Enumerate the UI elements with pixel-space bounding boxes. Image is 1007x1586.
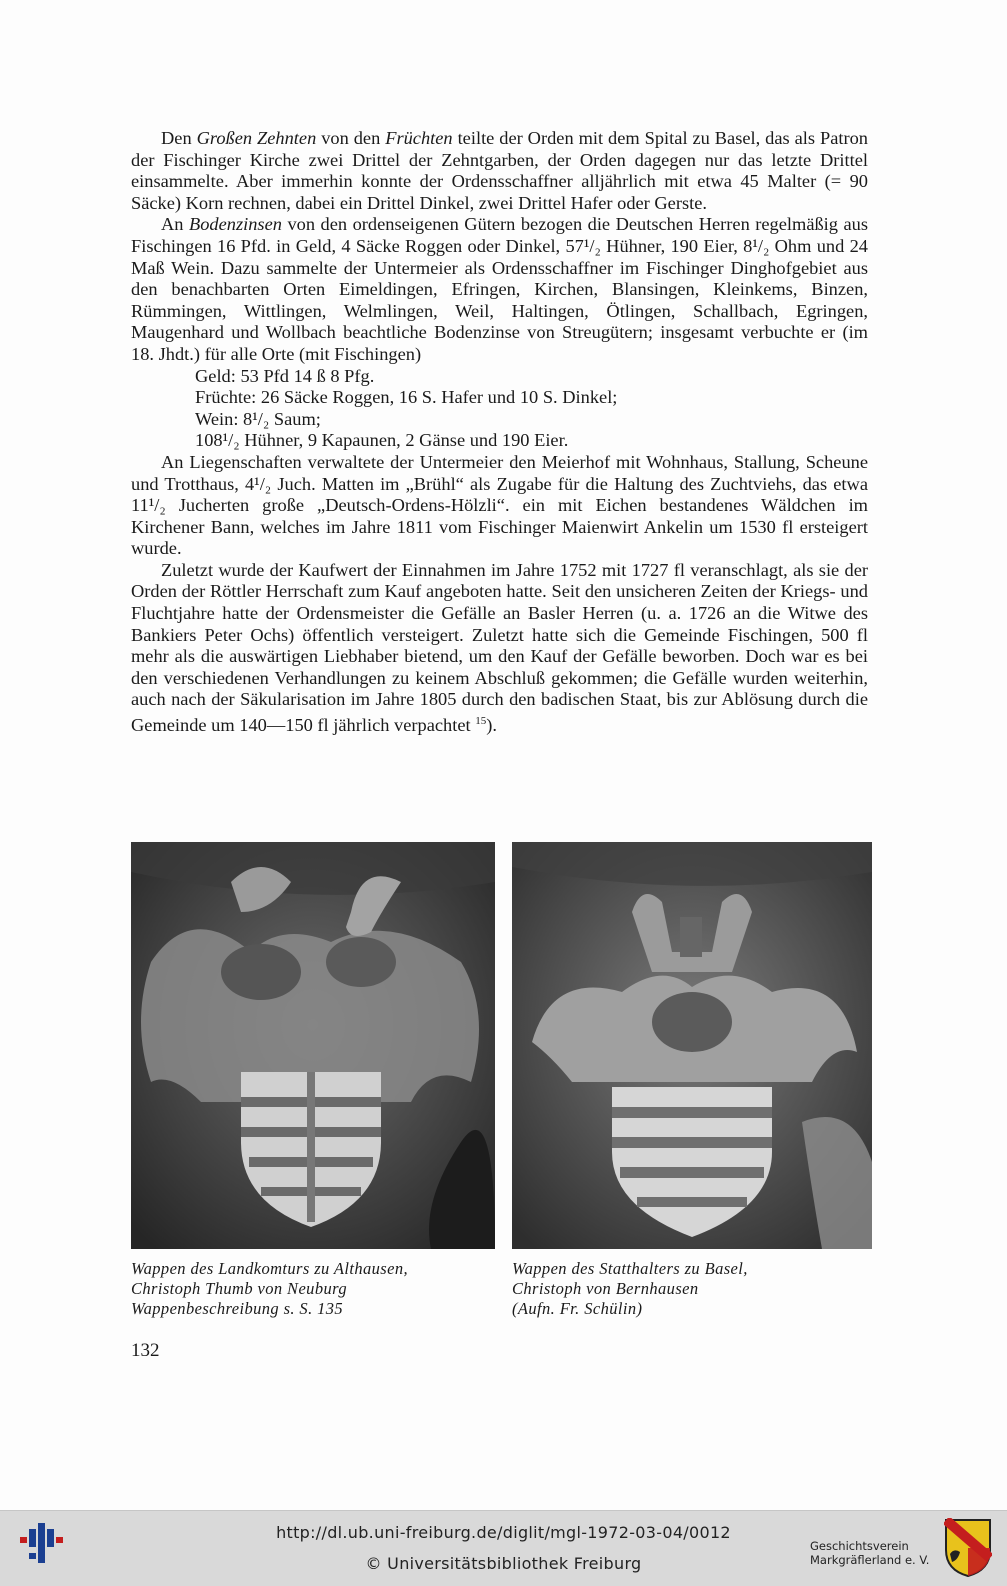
emphasis-fruechten: Früchten (385, 128, 453, 148)
list-item: Früchte: 26 Säcke Roggen, 16 S. Hafer und 10 S. Dinkel; (195, 387, 618, 408)
revenue-list (131, 366, 868, 452)
emphasis-grossen-zehnten: Großen Zehnten (196, 128, 317, 148)
paragraph-kaufwert: Zuletzt wurde der Kaufwert der Einnahmen im Jahre 1752 mit 1727 fl veranschlagt, als sie der Orden der Röttler Herrschaft zum Kauf angeboten hatte. Seit den unsicheren Zeiten der Kriegs- und Fluchtjahre hatte der Ordensmeister die Gefälle an Basler Herren (u. a. 1726 an die Witwe des Bankiers Peter Ochs) öffentlich versteigert. Zuletzt hatte sich die Gemeinde Fischingen, 500 fl mehr als die auswärtigen Liebhaber bietend, um den Kauf der Gefälle beworben. Doch war es bei den verschiedenen Verhandlungen zu keinem Abschluß gekommen; die Gefälle wurden weiterhin, auch nach der Säkularisation im Jahre 1805 durch den badischen Staat, bis zur Ablösung durch die Gemeinde um 140—150 fl jährlich verpachtet $^{15}$). (131, 559, 868, 736)
page-number: 132 (131, 1340, 160, 1361)
list-item: Geld: 53 Pfd 14 ß 8 Pfg. (195, 365, 375, 386)
footnote-reference: 15 (475, 715, 487, 728)
footer-copyright: © Universitätsbibliothek Freiburg (365, 1554, 642, 1573)
emphasis-bodenzinsen: Bodenzinsen (188, 214, 282, 235)
society-name: Geschichtsverein Markgräflerland e. V. (810, 1539, 930, 1567)
society-crest-icon (944, 1518, 992, 1578)
footer-bar (0, 1510, 1007, 1586)
list-item: 108¹/₂ Hühner, 9 Kapaunen, 2 Gänse und 190 Eier. (195, 430, 569, 451)
paragraph-bodenzinsen: An Bodenzinsen von den ordenseigenen Gütern bezogen die Deutschen Herren regelmäßig aus Fischingen 16 Pfd. in Geld, 4 Säcke Roggen oder Dinkel, 57¹/₂ Hühner, 190 Eier, 8¹/₂ Ohm und 24 Maß Wein. Dazu sammelte der Untermeier als Ordensschaffner im Fischinger Dinghofgebiet aus den benachbarten Orten Eimeldingen, Efringen, Kirchen, Blansingen, Kleinkems, Binzen, Rümmingen, Wittlingen, Welmlingen, Weil, Haltingen, Ötlingen, Schallbach, Egringen, Maugenhard und Wollbach beachtliche Bodenzinse von Streugütern; insgesamt verbuchte er (im 18. Jhdt.) für alle Orte (mit Fischingen) (131, 214, 869, 364)
list-item: Wein: 8¹/₂ Saum; (195, 408, 321, 429)
photo-coat-of-arms-bernhausen (512, 842, 872, 1249)
footer-url[interactable]: http://dl.ub.uni-freiburg.de/diglit/mgl-1972-03-04/0012 (276, 1523, 731, 1542)
body-text (131, 128, 868, 737)
paragraph-liegenschaften: An Liegenschaften verwaltete der Untermeier den Meierhof mit Wohnhaus, Stallung, Scheune und Trotthaus, 4¹/₂ Juch. Matten im „Brühl“ als Zugabe für die Haltung des Zuchtviehs, das etwa 11¹/₂ Jucherten große „Deutsch-Ordens-Hölzli“. ein mit Eichen bestandenes Wäldchen im Kirchener Bann, welches im Jahre 1811 vom Fischinger Maienwirt Ankelin um 1530 fl ersteigert wurde. (131, 451, 868, 559)
paragraph-grosser-zehnt: Den Großen Zehnten von den Früchten teilte der Orden mit dem Spital zu Basel, das als Patron der Fischinger Kirche zwei Drittel der Zehntgarben, der Orden dagegen nur das letzte Drittel einsammelte. Aber immerhin konnte der Ordensschaffner alljährlich mit etwa 45 Malter (= 90 Säcke) Korn rechnen, dabei ein Drittel Dinkel, zwei Drittel Hafer oder Gerste. (131, 128, 868, 213)
caption-left: Wappen des Landkomturs zu Althausen, Christoph Thumb von Neuburg Wappenbeschreibung s. S. 135 (131, 1259, 409, 1318)
photo-coat-of-arms-thumb (131, 842, 495, 1249)
caption-right: Wappen des Statthalters zu Basel, Christoph von Bernhausen (Aufn. Fr. Schülin) (512, 1259, 748, 1318)
